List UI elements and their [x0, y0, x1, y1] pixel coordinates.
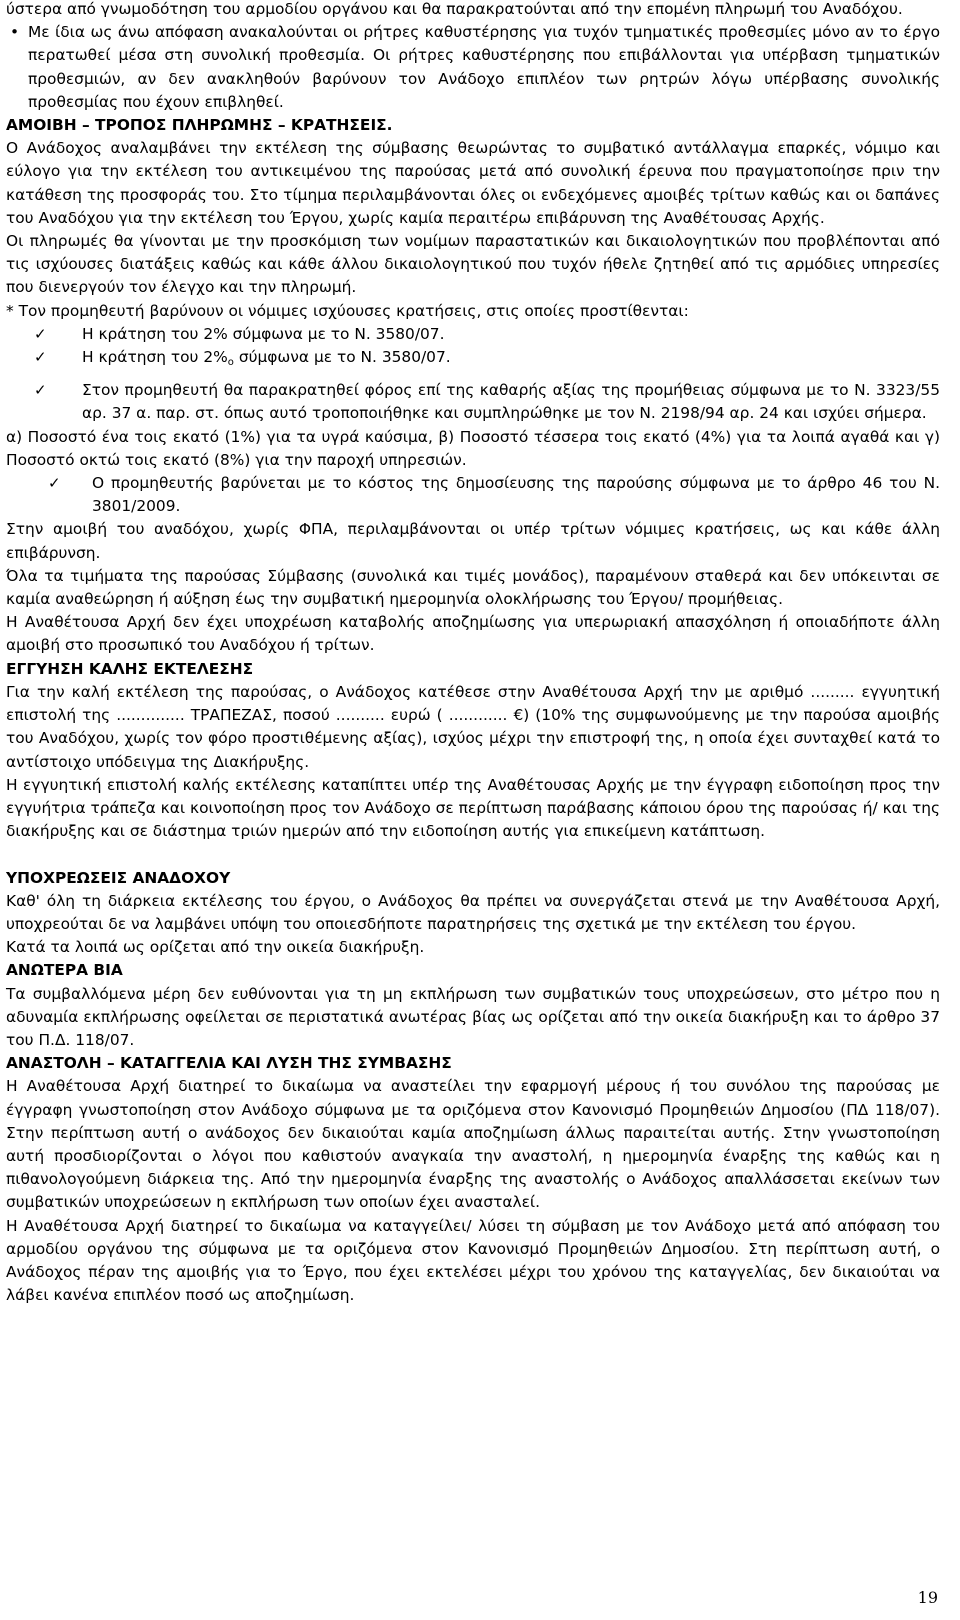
checklist-text: σύμφωνα με το Ν. 3580/07.	[238, 348, 451, 367]
section-heading: ΑΝΑΣΤΟΛΗ – ΚΑΤΑΓΓΕΛΙΑ ΚΑΙ ΛΥΣΗ ΤΗΣ ΣΥΜΒΑΣΗΣ	[6, 1054, 452, 1073]
checklist-item	[6, 323, 940, 346]
checklist-text: Στον προμηθευτή θα παρακρατηθεί φόρος επί της καθαρής αξίας της προμήθειας σύμφωνα με το Ν. 3323/55 αρ. 37 α. παρ. στ. όπως αυτό τροποποιήθηκε και συμπληρώθηκε με τον Ν. 2198/94 αρ. 24 και ισχύει σήμερα.	[82, 381, 940, 423]
subscript-text: ο	[227, 357, 234, 369]
checklist-text: Η κράτηση του 2%	[82, 348, 228, 367]
paragraph: Οι πληρωμές θα γίνονται με την προσκόμιση των νομίμων παραστατικών και δικαιολογητικών που προβλέπονται από τις ισχύουσες διατάξεις καθώς και κάθε άλλου δικαιολογητικού που τυχόν ήθελε ζητηθεί από τις αρμόδιες υπηρεσίες που διενεργούν τον έλεγχο και την πληρωμή.	[6, 232, 940, 297]
checklist-text: Ο προμηθευτής βαρύνεται με το κόστος της δημοσίευσης της παρούσης σύμφωνα με το άρθρο 46 του Ν. 3801/2009.	[92, 474, 940, 516]
section-heading: ΕΓΓΥΗΣΗ ΚΑΛΗΣ ΕΚΤΕΛΕΣΗΣ	[6, 659, 254, 678]
checkmark-icon: ✓	[34, 348, 47, 367]
checklist-text: Η κράτηση του 2% σύμφωνα με το Ν. 3580/07.	[82, 324, 445, 343]
bullet-text: Με ίδια ως άνω απόφαση ανακαλούνται οι ρήτρες καθυστέρησης για τυχόν τμηματικές προθεσμίες μόνο αν το έργο περατωθεί μέσα στη συνολική προθεσμία. Οι ρήτρες καθυστέρησης που επιβάλλονται για υπέρβαση τμηματικών προθεσμιών, αν δεν ανακληθούν βαρύνουν τον Ανάδοχο επιπλέον των ρητρών λόγω υπέρβασης συνολικής προθεσμίας που έχουν επιβληθεί.	[28, 23, 940, 111]
section-heading: ΥΠΟΧΡΕΩΣΕΙΣ ΑΝΑΔΟΧΟΥ	[6, 868, 231, 887]
page-number: 19	[917, 1588, 938, 1607]
paragraph: Τα συμβαλλόμενα μέρη δεν ευθύνονται για τη μη εκπλήρωση των συμβατικών τους υποχρεώσεων, στο μέτρο που η αδυναμία εκπλήρωσης οφείλεται σε περιστατικά ανωτέρας βίας ως ορίζεται από την οικεία διακήρυξη και το άρθρο 37 του Π.Δ. 118/07.	[6, 984, 940, 1049]
paragraph: Η εγγυητική επιστολή καλής εκτέλεσης καταπίπτει υπέρ της Αναθέτουσας Αρχής με την έγγραφη ειδοποίηση προς την εγγυήτρια τράπεζα και κοινοποίηση προς τον Ανάδοχο σε περίπτωση παράβασης κάποιου όρου της παρούσας ή/ και της διακήρυξης και σε διάστημα τριών ημερών από την ειδοποίηση αυτής για επικείμενη κατάπτωση.	[6, 775, 940, 841]
paragraph: Η Αναθέτουσα Αρχή διατηρεί το δικαίωμα να αναστείλει την εφαρμογή μέρους ή του συνόλου της παρούσας με έγγραφη γνωστοποίηση στον Ανάδοχο σύμφωνα με τα οριζόμενα στον Κανονισμό Προμηθειών Δημοσίου (ΠΔ 118/07). Στην περίπτωση αυτή ο ανάδοχος δεν δικαιούται καμία αποζημίωση άλλως παραιτείται αυτής. Στην γνωστοποίηση αυτή προσδιορίζονται ο λόγοι που καθιστούν αναγκαία την αναστολή, η ημερομηνία έναρξης της καθώς και η πιθανολογούμενη διάρκεια της. Από την ημερομηνία έναρξης της αναστολής ο Ανάδοχος απαλλάσσεται εκείνων των συμβατικών υποχρεώσεων η εκπλήρωση των οποίων έχει ανασταλεί.	[6, 1077, 940, 1212]
checklist-item	[6, 346, 940, 374]
paragraph: Στην αμοιβή του αναδόχου, χωρίς ΦΠΑ, περιλαμβάνονται οι υπέρ τρίτων νόμιμες κρατήσεις, ως και κάθε άλλη επιβάρυνση.	[6, 520, 940, 562]
paragraph: α) Ποσοστό ένα τοις εκατό (1%) για τα υγρά καύσιμα, β) Ποσοστό τέσσερα τοις εκατό (4%) για τα λοιπά αγαθά και γ) Ποσοστό οκτώ τοις εκατό (8%) για την παροχή υπηρεσιών.	[6, 427, 940, 469]
blank-line	[6, 843, 940, 866]
checklist-item	[6, 472, 940, 518]
paragraph: * Τον προμηθευτή βαρύνουν οι νόμιμες ισχύουσες κρατήσεις, στις οποίες προστίθενται:	[6, 301, 689, 320]
paragraph: Για την καλή εκτέλεση της παρούσας, ο Ανάδοχος κατέθεσε στην Αναθέτουσα Αρχή την με αριθμό ......... εγγυητική επιστολή της .............. ΤΡΑΠΕΖΑΣ, ποσού .......... ευρώ ( ............ €) (10% της συμφωνούμενης με την παρούσα αμοιβής του Αναδόχου, χωρίς τον φόρο προστιθέμενης αξίας), ισχύος μέχρι την επιστροφή της, η οποία έχει συνταχθεί κατά το αντίστοιχο υπόδειγμα της Διακήρυξης.	[6, 682, 940, 771]
paragraph: Κατά τα λοιπά ως ορίζεται από την οικεία διακήρυξη.	[6, 938, 425, 957]
paragraph: ύστερα από γνωμοδότηση του αρμοδίου οργάνου και θα παρακρατούνται από την επομένη πληρωμή του Αναδόχου.	[6, 0, 903, 18]
paragraph: Η Αναθέτουσα Αρχή διατηρεί το δικαίωμα να καταγγείλει/ λύσει τη σύμβαση με τον Ανάδοχο μετά από απόφαση του αρμοδίου οργάνου της σύμφωνα με τα οριζόμενα στον Κανονισμό Προμηθειών Δημοσίου. Στη περίπτωση αυτή, ο Ανάδοχος πέραν της αμοιβής για το Έργο, που έχει εκτελέσει μέχρι του χρόνου της καταγγελίας, δεν δικαιούται να λάβει κανένα επιπλέον ποσό ως αποζημίωση.	[6, 1216, 940, 1305]
paragraph: Ο Ανάδοχος αναλαμβάνει την εκτέλεση της σύμβασης θεωρώντας το συμβατικό αντάλλαγμα επαρκές, νόμιμο και εύλογο για την εκτέλεση του αντικειμένου της παρούσας μετά από συνολική έρευνα που πραγματοποίησε πριν την κατάθεση της προσφοράς του. Στο τίμημα περιλαμβάνονται όλες οι ενδεχόμενες αμοιβές τρίτων καθώς και οι δαπάνες του Αναδόχου για την εκτέλεση του Έργου, χωρίς καμία περαιτέρω επιβάρυνση της Αναθέτουσας Αρχής.	[6, 139, 940, 227]
bullet-icon: •	[10, 23, 20, 42]
paragraph: Καθ' όλη τη διάρκεια εκτέλεσης του έργου, ο Ανάδοχος θα πρέπει να συνεργάζεται στενά με την Αναθέτουσα Αρχή, υποχρεούται δε να λαμβάνει υπόψη του οποιεσδήποτε παρατηρήσεις της σχετικά με την εκτέλεση του έργου.	[6, 891, 940, 933]
section-heading: ΑΜΟΙΒΗ – ΤΡΟΠΟΣ ΠΛΗΡΩΜΗΣ – ΚΡΑΤΗΣΕΙΣ.	[6, 116, 393, 135]
checklist-item	[6, 379, 940, 425]
bullet-item	[6, 21, 940, 114]
section-heading: ΑΝΩΤΕΡΑ ΒΙΑ	[6, 961, 123, 980]
paragraph: Όλα τα τιμήματα της παρούσας Σύμβασης (συνολικά και τιμές μονάδος), παραμένουν σταθερά και δεν υπόκεινται σε καμία αναθεώρηση ή αύξηση έως την συμβατική ημερομηνία ολοκλήρωσης του Έργου/ προμήθειας.	[6, 566, 940, 609]
paragraph: Η Αναθέτουσα Αρχή δεν έχει υποχρέωση καταβολής αποζημίωσης για υπερωριακή απασχόληση ή οποιαδήποτε άλλη αμοιβή στο προσωπικό του Αναδόχου ή τρίτων.	[6, 613, 940, 655]
checkmark-icon: ✓	[48, 474, 61, 493]
checkmark-icon: ✓	[34, 324, 47, 343]
checkmark-icon: ✓	[34, 381, 47, 400]
